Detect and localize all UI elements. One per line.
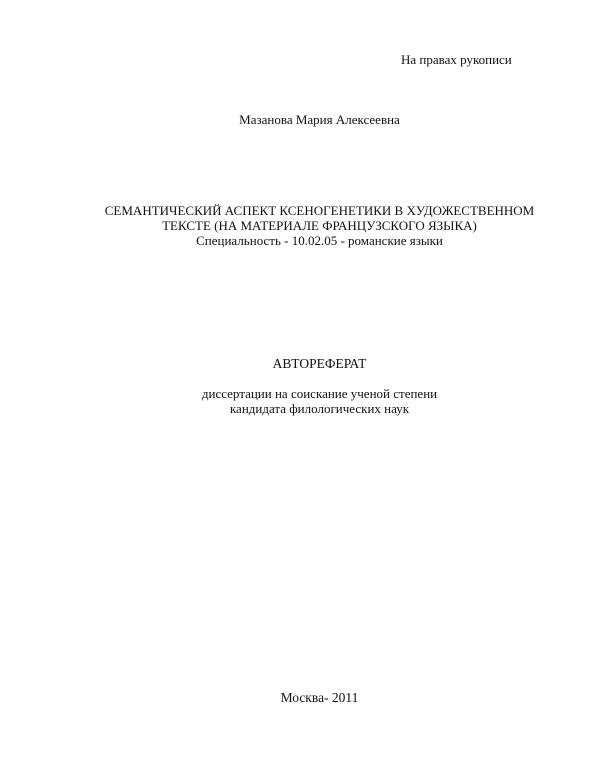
specialty-line: Специальность - 10.02.05 - романские языки xyxy=(196,233,443,248)
rights-note: На правах рукописи xyxy=(401,52,512,67)
degree-purpose-line-1: диссертации на соискание ученой степени xyxy=(201,386,438,401)
degree-purpose-line-2: кандидата филологических наук xyxy=(229,401,410,416)
dissertation-title-line-2: ТЕКСТЕ (НА МАТЕРИАЛЕ ФРАНЦУЗСКОГО ЯЗЫКА) xyxy=(162,218,477,233)
city-year: Москва- 2011 xyxy=(280,690,359,705)
document-type-heading: АВТОРЕФЕРАТ xyxy=(272,356,367,371)
dissertation-title-line-1: СЕМАНТИЧЕСКИЙ АСПЕКТ КСЕНОГЕНЕТИКИ В ХУДОЖЕСТВЕННОМ xyxy=(104,203,535,218)
author-name: Мазанова Мария Алексеевна xyxy=(239,112,400,127)
